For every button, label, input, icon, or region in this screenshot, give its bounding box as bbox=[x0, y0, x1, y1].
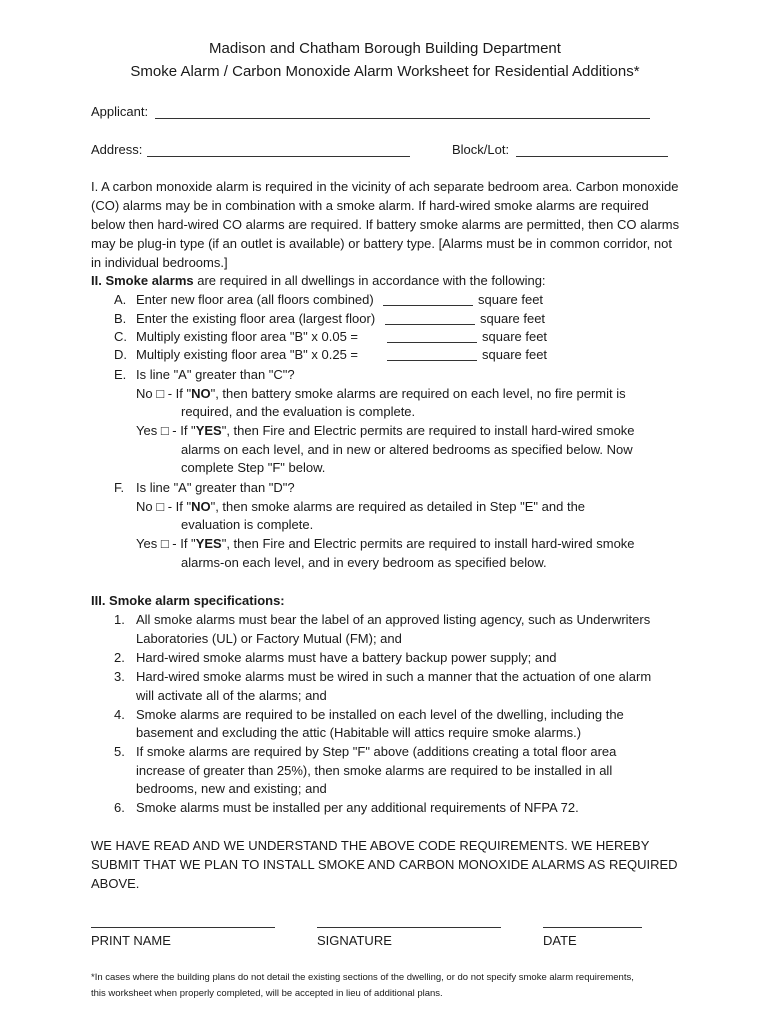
section-2-intro: are required in all dwellings in accordance with the following: bbox=[193, 273, 546, 288]
item-d-text: Multiply existing floor area "B" x 0.25 = bbox=[136, 347, 359, 362]
item-e-no-text2: required, and the evaluation is complete. bbox=[181, 404, 416, 419]
item-e-yes-option[interactable] bbox=[136, 423, 635, 438]
item-c-text: Multiply existing floor area "B" x 0.05 = bbox=[136, 329, 359, 344]
spec-3-line1: Hard-wired smoke alarms must be wired in such a manner that the actuation of one alarm bbox=[136, 669, 652, 684]
section-3-heading: III. Smoke alarm specifications: bbox=[91, 593, 285, 608]
item-c-field[interactable] bbox=[387, 342, 477, 343]
date-label: DATE bbox=[543, 933, 577, 948]
spec-5-line1: If smoke alarms are required by Step "F" above (additions creating a total floor area bbox=[136, 744, 617, 759]
item-d-unit: square feet bbox=[482, 347, 548, 362]
item-e-no-option[interactable] bbox=[136, 386, 626, 401]
item-f-yes-text1: ", then Fire and Electric permits are required to install hard-wired smoke bbox=[221, 536, 635, 551]
item-e-yes-prefix: Yes □ - If " bbox=[136, 423, 196, 438]
item-b-unit: square feet bbox=[480, 311, 546, 326]
spec-4-line2: basement and excluding the attic (Habitable will attics require smoke alarms.) bbox=[136, 725, 582, 740]
item-e-yes-text2: alarms on each level, and in new or altered bedrooms as specified below. Now bbox=[181, 442, 633, 457]
spec-2-num: 2. bbox=[114, 650, 125, 665]
section-2-title: II. Smoke alarms bbox=[91, 273, 194, 288]
spec-6-num: 6. bbox=[114, 800, 125, 815]
item-c-letter: C. bbox=[114, 329, 127, 344]
item-e-no-word: NO bbox=[191, 386, 211, 401]
signature-label: SIGNATURE bbox=[317, 933, 392, 948]
print-name-label: PRINT NAME bbox=[91, 933, 171, 948]
address-field[interactable] bbox=[147, 156, 410, 157]
item-f-yes-word: YES bbox=[195, 536, 222, 551]
item-f-no-option[interactable] bbox=[136, 499, 585, 514]
department-title: Madison and Chatham Borough Building Department bbox=[209, 40, 561, 57]
item-e-no-text1: ", then battery smoke alarms are required on each level, no fire permit is bbox=[210, 386, 626, 401]
item-b-field[interactable] bbox=[385, 324, 475, 325]
spec-5-line2: increase of greater than 25%), then smoke alarms are required to be installed in all bbox=[136, 763, 613, 778]
spec-3-line2: will activate all of the alarms; and bbox=[136, 688, 327, 703]
item-f-no-prefix: No □ - If " bbox=[136, 499, 192, 514]
spec-3-num: 3. bbox=[114, 669, 125, 684]
spec-1-line1: All smoke alarms must bear the label of an approved listing agency, such as Underwriters bbox=[136, 612, 651, 627]
item-f-yes-prefix: Yes □ - If " bbox=[136, 536, 196, 551]
spec-5-line3: bedrooms, new and existing; and bbox=[136, 781, 327, 796]
item-a-text: Enter new floor area (all floors combined) bbox=[136, 292, 374, 307]
spec-1-line2: Laboratories (UL) or Factory Mutual (FM); and bbox=[136, 631, 402, 646]
spec-6-line1: Smoke alarms must be installed per any additional requirements of NFPA 72. bbox=[136, 800, 579, 815]
spec-4-line1: Smoke alarms are required to be installed on each level of the dwelling, including the bbox=[136, 707, 624, 722]
applicant-field[interactable] bbox=[155, 118, 650, 119]
footnote-line1: *In cases where the building plans do not detail the existing sections of the dwelling, or do not specify smoke alarm requirements, bbox=[91, 972, 634, 983]
item-e-letter: E. bbox=[114, 367, 127, 382]
address-label: Address: bbox=[91, 142, 143, 157]
item-f-letter: F. bbox=[114, 480, 125, 495]
item-f-yes-option[interactable] bbox=[136, 536, 635, 551]
item-b-letter: B. bbox=[114, 311, 127, 326]
item-f-no-text1: ", then smoke alarms are required as detailed in Step "E" and the bbox=[210, 499, 586, 514]
item-e-yes-word: YES bbox=[195, 423, 222, 438]
item-e-no-prefix: No □ - If " bbox=[136, 386, 192, 401]
item-c-unit: square feet bbox=[482, 329, 548, 344]
applicant-label: Applicant: bbox=[91, 104, 149, 119]
item-f-yes-text2: alarms-on each level, and in every bedroom as specified below. bbox=[181, 555, 547, 570]
item-a-unit: square feet bbox=[478, 292, 544, 307]
blocklot-field[interactable] bbox=[516, 156, 668, 157]
item-d-letter: D. bbox=[114, 347, 127, 362]
worksheet-title: Smoke Alarm / Carbon Monoxide Alarm Worksheet for Residential Additions* bbox=[130, 63, 640, 80]
item-d-field[interactable] bbox=[387, 360, 477, 361]
statement-line2: SUBMIT THAT WE PLAN TO INSTALL SMOKE AND CARBON MONOXIDE ALARMS AS REQUIRED bbox=[91, 857, 678, 872]
spec-1-num: 1. bbox=[114, 612, 125, 627]
item-f-no-text2: evaluation is complete. bbox=[181, 517, 314, 532]
item-e-question: Is line "A" greater than "C"? bbox=[136, 367, 295, 382]
section-2-heading bbox=[91, 273, 546, 288]
spec-5-num: 5. bbox=[114, 744, 125, 759]
spec-2-line1: Hard-wired smoke alarms must have a battery backup power supply; and bbox=[136, 650, 557, 665]
section-1-text: I. A carbon monoxide alarm is required in the vicinity of ach separate bedroom area. Carbon monoxide (CO) alarms may be in combination with a smoke alarm. If hard-wired smoke alarms are required below then hard-wired CO alarms are required. If battery smoke alarms are permitted, then CO alarms may be plug-in type (if an outlet is available) or battery type. [Alarms must be in common corridor, not in individual bedrooms.] bbox=[91, 179, 680, 270]
date-field[interactable] bbox=[543, 927, 642, 928]
item-f-question: Is line "A" greater than "D"? bbox=[136, 480, 295, 495]
item-e-yes-text1: ", then Fire and Electric permits are required to install hard-wired smoke bbox=[221, 423, 635, 438]
item-f-no-word: NO bbox=[191, 499, 211, 514]
blocklot-label: Block/Lot: bbox=[452, 142, 510, 157]
print-name-field[interactable] bbox=[91, 927, 275, 928]
item-a-field[interactable] bbox=[383, 305, 473, 306]
spec-4-num: 4. bbox=[114, 707, 125, 722]
statement-line3: ABOVE. bbox=[91, 876, 140, 891]
signature-field[interactable] bbox=[317, 927, 501, 928]
footnote bbox=[91, 970, 691, 1002]
footnote-line2: this worksheet when properly completed, will be accepted in lieu of additional plans. bbox=[91, 988, 443, 999]
item-a-letter: A. bbox=[114, 292, 127, 307]
item-e-yes-text3: complete Step "F" below. bbox=[181, 460, 326, 475]
item-b-text: Enter the existing floor area (largest floor) bbox=[136, 311, 376, 326]
statement-line1: WE HAVE READ AND WE UNDERSTAND THE ABOVE CODE REQUIREMENTS. WE HEREBY bbox=[91, 838, 650, 853]
